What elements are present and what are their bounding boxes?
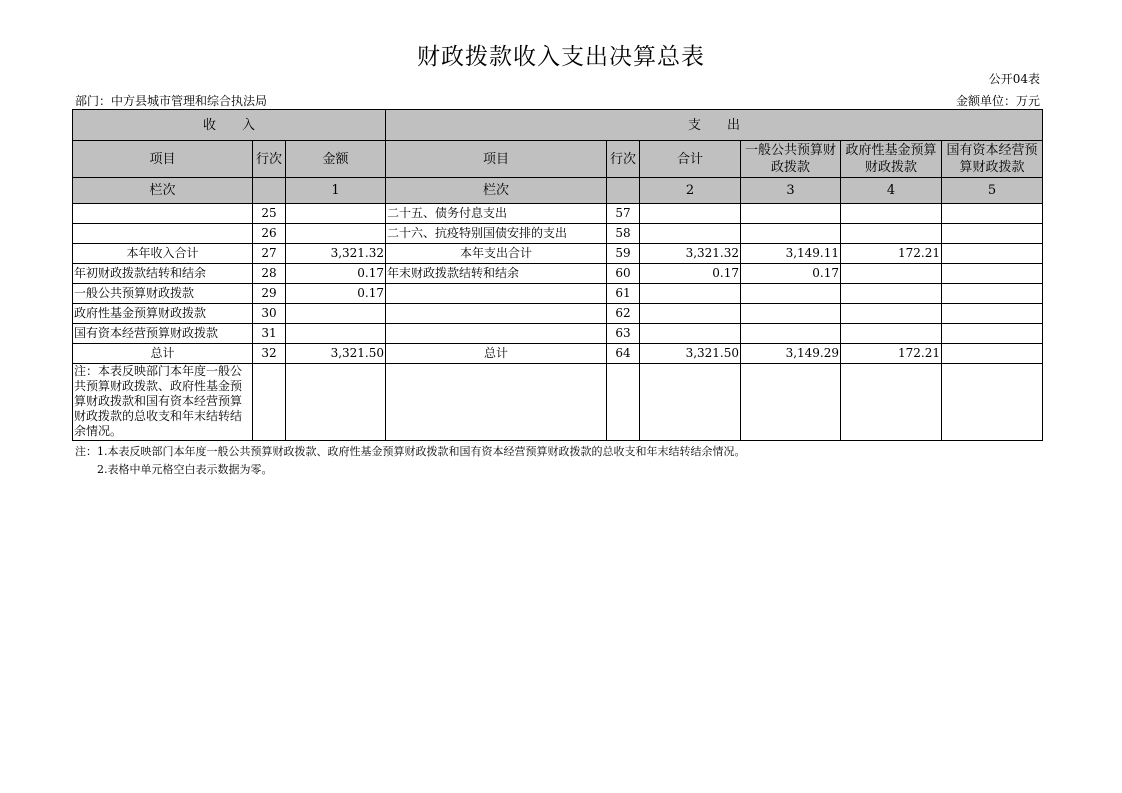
col-general-budget: 一般公共预算财政拨款 xyxy=(741,141,841,178)
col-item-left: 项目 xyxy=(73,141,253,178)
form-code: 公开04表 xyxy=(988,72,1040,86)
table-note: 注：本表反映部门本年度一般公共预算财政拨款、政府性基金预算财政拨款和国有资本经营预算财政拨款的总收支和年末结转结余情况。 xyxy=(73,364,253,441)
income-item: 总计 xyxy=(73,344,253,364)
income-item: 国有资本经营预算财政拨款 xyxy=(73,324,253,344)
expense-fund: 172.21 xyxy=(841,344,942,364)
table-row-total xyxy=(73,344,1043,364)
expense-fund xyxy=(841,304,942,324)
expense-line-no: 63 xyxy=(607,324,640,344)
income-line-no: 30 xyxy=(253,304,286,324)
income-line-no: 32 xyxy=(253,344,286,364)
table-row xyxy=(73,264,1043,284)
expense-general: 3,149.29 xyxy=(741,344,841,364)
income-line-no: 27 xyxy=(253,244,286,264)
expense-fund xyxy=(841,324,942,344)
expense-general: 0.17 xyxy=(741,264,841,284)
idx-4: 4 xyxy=(841,178,942,204)
idx-label-right: 栏次 xyxy=(386,178,607,204)
col-item-right: 项目 xyxy=(386,141,607,178)
col-line-left: 行次 xyxy=(253,141,286,178)
footnote-1: 注：1.本表反映部门本年度一般公共预算财政拨款、政府性基金预算财政拨款和国有资本经营预算财政拨款的总收支和年末结转结余情况。 xyxy=(75,445,746,458)
income-amount: 3,321.32 xyxy=(286,244,386,264)
expense-total xyxy=(640,304,741,324)
table-row xyxy=(73,304,1043,324)
expense-total: 3,321.32 xyxy=(640,244,741,264)
expense-state xyxy=(942,204,1043,224)
appropriation-summary-table xyxy=(72,109,1043,441)
income-section-header: 收 入 xyxy=(73,110,386,141)
expense-fund: 172.21 xyxy=(841,244,942,264)
income-amount: 0.17 xyxy=(286,264,386,284)
expense-total xyxy=(640,284,741,304)
col-amount: 金额 xyxy=(286,141,386,178)
expense-state xyxy=(942,344,1043,364)
expense-state xyxy=(942,224,1043,244)
expense-item: 年末财政拨款结转和结余 xyxy=(386,264,607,284)
expense-fund xyxy=(841,224,942,244)
income-item: 一般公共预算财政拨款 xyxy=(73,284,253,304)
report-title: 财政拨款收入支出决算总表 xyxy=(417,44,705,70)
table-row xyxy=(73,204,1043,224)
expense-item: 本年支出合计 xyxy=(386,244,607,264)
idx-label-left: 栏次 xyxy=(73,178,253,204)
table-note-row xyxy=(73,364,1043,441)
expense-general: 3,149.11 xyxy=(741,244,841,264)
income-line-no: 28 xyxy=(253,264,286,284)
income-amount xyxy=(286,224,386,244)
expense-state xyxy=(942,324,1043,344)
column-header-row xyxy=(73,141,1043,178)
income-item: 政府性基金预算财政拨款 xyxy=(73,304,253,324)
expense-general xyxy=(741,204,841,224)
expense-section-header: 支 出 xyxy=(386,110,1043,141)
expense-item: 总计 xyxy=(386,344,607,364)
income-amount: 0.17 xyxy=(286,284,386,304)
expense-line-no: 58 xyxy=(607,224,640,244)
expense-item xyxy=(386,284,607,304)
section-header-row xyxy=(73,110,1043,141)
col-line-right: 行次 xyxy=(607,141,640,178)
col-government-fund: 政府性基金预算财政拨款 xyxy=(841,141,942,178)
expense-line-no: 59 xyxy=(607,244,640,264)
expense-line-no: 62 xyxy=(607,304,640,324)
income-line-no: 31 xyxy=(253,324,286,344)
idx-5: 5 xyxy=(942,178,1043,204)
expense-fund xyxy=(841,204,942,224)
note-empty xyxy=(253,364,286,441)
income-amount xyxy=(286,324,386,344)
idx-1: 1 xyxy=(286,178,386,204)
table-row xyxy=(73,244,1043,264)
note-empty xyxy=(942,364,1043,441)
unit-label: 金额单位：万元 xyxy=(955,94,1040,108)
table-row xyxy=(73,324,1043,344)
income-line-no: 26 xyxy=(253,224,286,244)
idx-3: 3 xyxy=(741,178,841,204)
expense-general xyxy=(741,284,841,304)
note-empty xyxy=(640,364,741,441)
footnote-2: 2.表格中单元格空白表示数据为零。 xyxy=(97,463,273,476)
col-total: 合计 xyxy=(640,141,741,178)
expense-fund xyxy=(841,264,942,284)
note-empty xyxy=(386,364,607,441)
expense-state xyxy=(942,244,1043,264)
expense-total: 0.17 xyxy=(640,264,741,284)
department-label: 部门：中方县城市管理和综合执法局 xyxy=(75,94,268,108)
expense-state xyxy=(942,284,1043,304)
income-amount: 3,321.50 xyxy=(286,344,386,364)
expense-general xyxy=(741,304,841,324)
expense-line-no: 60 xyxy=(607,264,640,284)
expense-line-no: 61 xyxy=(607,284,640,304)
expense-line-no: 57 xyxy=(607,204,640,224)
income-amount xyxy=(286,304,386,324)
expense-total xyxy=(640,224,741,244)
expense-total xyxy=(640,324,741,344)
income-item: 本年收入合计 xyxy=(73,244,253,264)
idx-empty xyxy=(607,178,640,204)
expense-item xyxy=(386,304,607,324)
income-line-no: 25 xyxy=(253,204,286,224)
table-row xyxy=(73,284,1043,304)
expense-total xyxy=(640,204,741,224)
note-empty xyxy=(607,364,640,441)
expense-state xyxy=(942,264,1043,284)
note-empty xyxy=(741,364,841,441)
idx-2: 2 xyxy=(640,178,741,204)
note-empty xyxy=(286,364,386,441)
expense-fund xyxy=(841,284,942,304)
column-index-row xyxy=(73,178,1043,204)
expense-item: 二十六、抗疫特别国债安排的支出 xyxy=(386,224,607,244)
income-item xyxy=(73,204,253,224)
expense-general xyxy=(741,224,841,244)
expense-item: 二十五、债务付息支出 xyxy=(386,204,607,224)
note-empty xyxy=(841,364,942,441)
expense-line-no: 64 xyxy=(607,344,640,364)
expense-general xyxy=(741,324,841,344)
table-row xyxy=(73,224,1043,244)
col-state-capital: 国有资本经营预算财政拨款 xyxy=(942,141,1043,178)
idx-empty xyxy=(253,178,286,204)
income-item: 年初财政拨款结转和结余 xyxy=(73,264,253,284)
expense-total: 3,321.50 xyxy=(640,344,741,364)
income-item xyxy=(73,224,253,244)
income-line-no: 29 xyxy=(253,284,286,304)
expense-item xyxy=(386,324,607,344)
expense-state xyxy=(942,304,1043,324)
income-amount xyxy=(286,204,386,224)
